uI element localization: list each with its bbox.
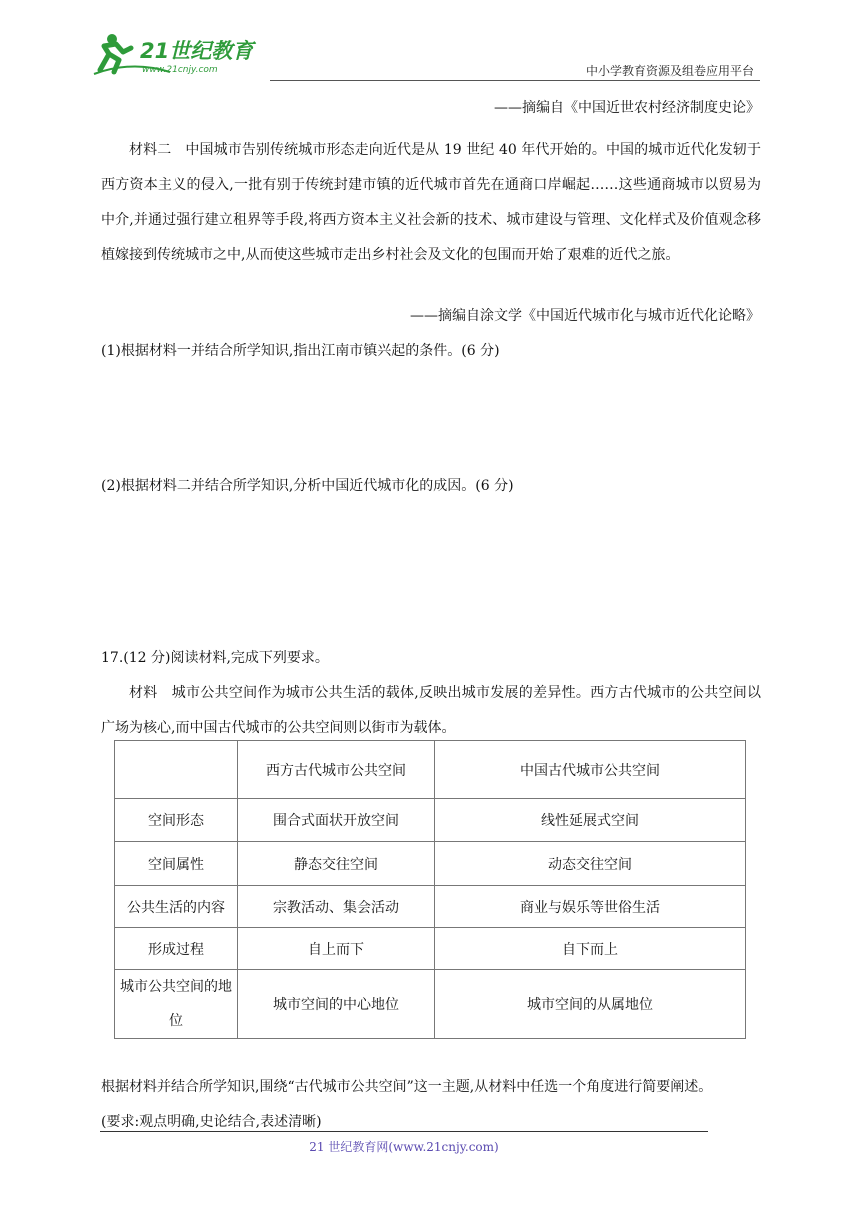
table-row xyxy=(115,842,746,886)
platform-name: 中小学教育资源及组卷应用平台 xyxy=(585,64,754,78)
table-cell: 动态交往空间 xyxy=(435,842,746,886)
table-row xyxy=(115,970,746,1039)
task-text: 根据材料并结合所学知识,围绕“古代城市公共空间”这一主题,从材料中任选一个角度进行简要阐述。 xyxy=(101,1079,713,1095)
table-cell: 城市空间的中心地位 xyxy=(238,970,435,1039)
table-cell: 城市公共空间的地位 xyxy=(115,970,238,1039)
table-row xyxy=(115,928,746,970)
table-cell: 自下而上 xyxy=(435,928,746,970)
logo-url: www.21cnjy.com xyxy=(142,65,218,75)
table-cell: 自上而下 xyxy=(238,928,435,970)
table-cell: 商业与娱乐等世俗生活 xyxy=(435,886,746,928)
material-text: 城市公共空间作为城市公共生活的载体,反映出城市发展的差异性。西方古代城市的公共空间以广场为核心,而中国古代城市的公共空间则以街市为载体。 xyxy=(101,685,762,736)
source-material-2: ——摘编自涂文学《中国近代城市化与城市近代化论略》 xyxy=(410,308,760,324)
source-material-1: ——摘编自《中国近世农村经济制度史论》 xyxy=(494,100,760,116)
header-divider xyxy=(270,80,760,81)
footer-divider xyxy=(100,1131,708,1132)
comparison-table xyxy=(114,740,746,1039)
table-header-cell xyxy=(115,741,238,799)
material-2-paragraph xyxy=(101,133,761,273)
logo-text: 21世纪教育 xyxy=(140,39,254,63)
table-row xyxy=(115,886,746,928)
material-2-text: 中国城市告别传统城市形态走向近代是从 19 世纪 40 年代开始的。中国的城市近代化发轫于西方资本主义的侵入,一批有别于传统封建市镇的近代城市首先在通商口岸崛起……这些通商城市以贸易为中介,并通过强行建立租界等手段,将西方资本主义社会新的技术、城市建设与管理、文化样式及价值观念移植嫁接到传统城市之中,从而使这些城市走出乡村社会及文化的包围而开始了艰难的近代之旅。 xyxy=(101,142,761,263)
task-requirement: (要求:观点明确,史论结合,表述清晰) xyxy=(101,1114,322,1130)
runner-logo-icon xyxy=(92,30,262,76)
question-17-task xyxy=(101,1070,761,1140)
table-cell: 空间属性 xyxy=(115,842,238,886)
table-cell: 城市空间的从属地位 xyxy=(435,970,746,1039)
table-cell: 形成过程 xyxy=(115,928,238,970)
question-2: (2)根据材料二并结合所学知识,分析中国近代城市化的成因。(6 分) xyxy=(101,478,514,494)
site-logo[interactable] xyxy=(92,30,262,76)
table-cell: 公共生活的内容 xyxy=(115,886,238,928)
table-header-cell: 西方古代城市公共空间 xyxy=(238,741,435,799)
table-cell: 线性延展式空间 xyxy=(435,799,746,842)
question-1: (1)根据材料一并结合所学知识,指出江南市镇兴起的条件。(6 分) xyxy=(101,343,500,359)
material-2-label: 材料二 xyxy=(129,142,172,158)
footer-text[interactable]: 21 世纪教育网(www.21cnjy.com) xyxy=(309,1140,499,1154)
table-cell: 宗教活动、集会活动 xyxy=(238,886,435,928)
table-header-cell: 中国古代城市公共空间 xyxy=(435,741,746,799)
question-17-material xyxy=(101,676,761,746)
table-cell: 静态交往空间 xyxy=(238,842,435,886)
page-header xyxy=(92,28,760,80)
table-cell: 空间形态 xyxy=(115,799,238,842)
material-label: 材料 xyxy=(129,685,158,701)
table-cell: 围合式面状开放空间 xyxy=(238,799,435,842)
table-row xyxy=(115,799,746,842)
question-17-title: 17.(12 分)阅读材料,完成下列要求。 xyxy=(101,650,329,666)
table-header-row xyxy=(115,741,746,799)
